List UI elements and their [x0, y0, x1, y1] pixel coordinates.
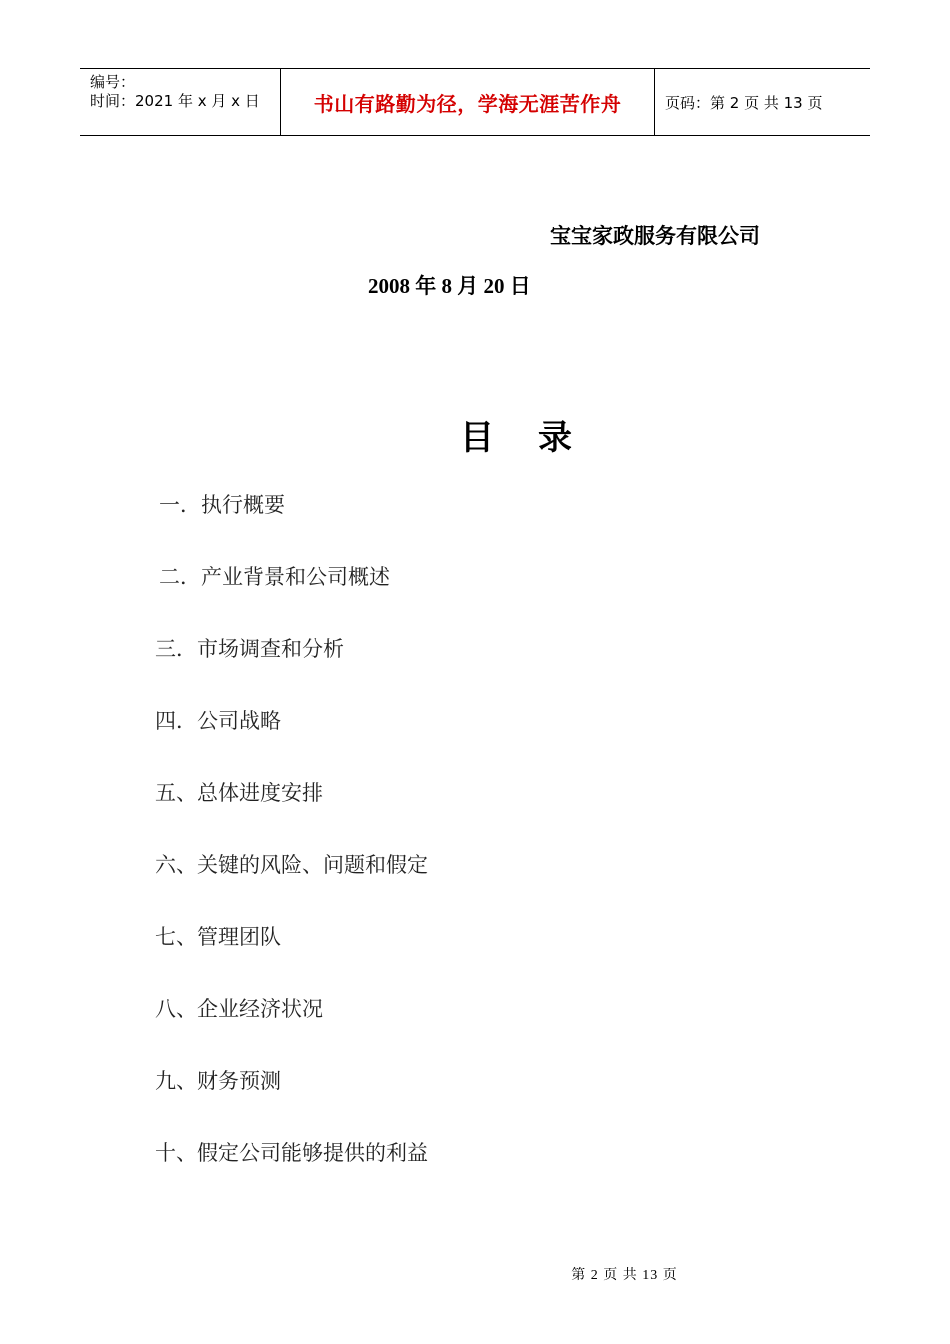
header-page-info: 页码：第 2 页 共 13 页	[665, 93, 823, 112]
toc-list	[155, 490, 428, 1210]
document-date: 2008 年 8 月 20 日	[368, 274, 531, 298]
toc-item[interactable]: 八、企业经济状况	[155, 997, 323, 1021]
footer-page-number: 第 2 页 共 13 页	[571, 1268, 678, 1283]
header-meta-cell	[80, 69, 281, 135]
time-label: 时间：2021 年 x 月 x 日	[90, 92, 260, 110]
toc-item[interactable]: 七、管理团队	[155, 925, 281, 949]
toc-item[interactable]: 一．执行概要	[159, 493, 285, 517]
toc-item[interactable]: 五、总体进度安排	[155, 781, 323, 805]
number-label: 编号：	[90, 73, 136, 91]
toc-item[interactable]: 二．产业背景和公司概述	[159, 565, 390, 589]
company-name: 宝宝家政服务有限公司	[550, 223, 760, 248]
motto-text: 书山有路勤为径，学海无涯苦作舟	[313, 91, 622, 116]
toc-item[interactable]: 六、关键的风险、问题和假定	[155, 853, 428, 877]
toc-item[interactable]: 十、假定公司能够提供的利益	[155, 1141, 428, 1165]
page-header	[80, 68, 870, 136]
header-page-cell	[655, 69, 870, 135]
toc-item[interactable]: 九、财务预测	[155, 1069, 281, 1093]
page-footer	[0, 1248, 950, 1284]
toc-item[interactable]: 三．市场调查和分析	[155, 637, 344, 661]
header-motto-cell	[281, 69, 655, 135]
toc-title: 目录	[460, 418, 616, 458]
toc-item[interactable]: 四．公司战略	[155, 709, 281, 733]
